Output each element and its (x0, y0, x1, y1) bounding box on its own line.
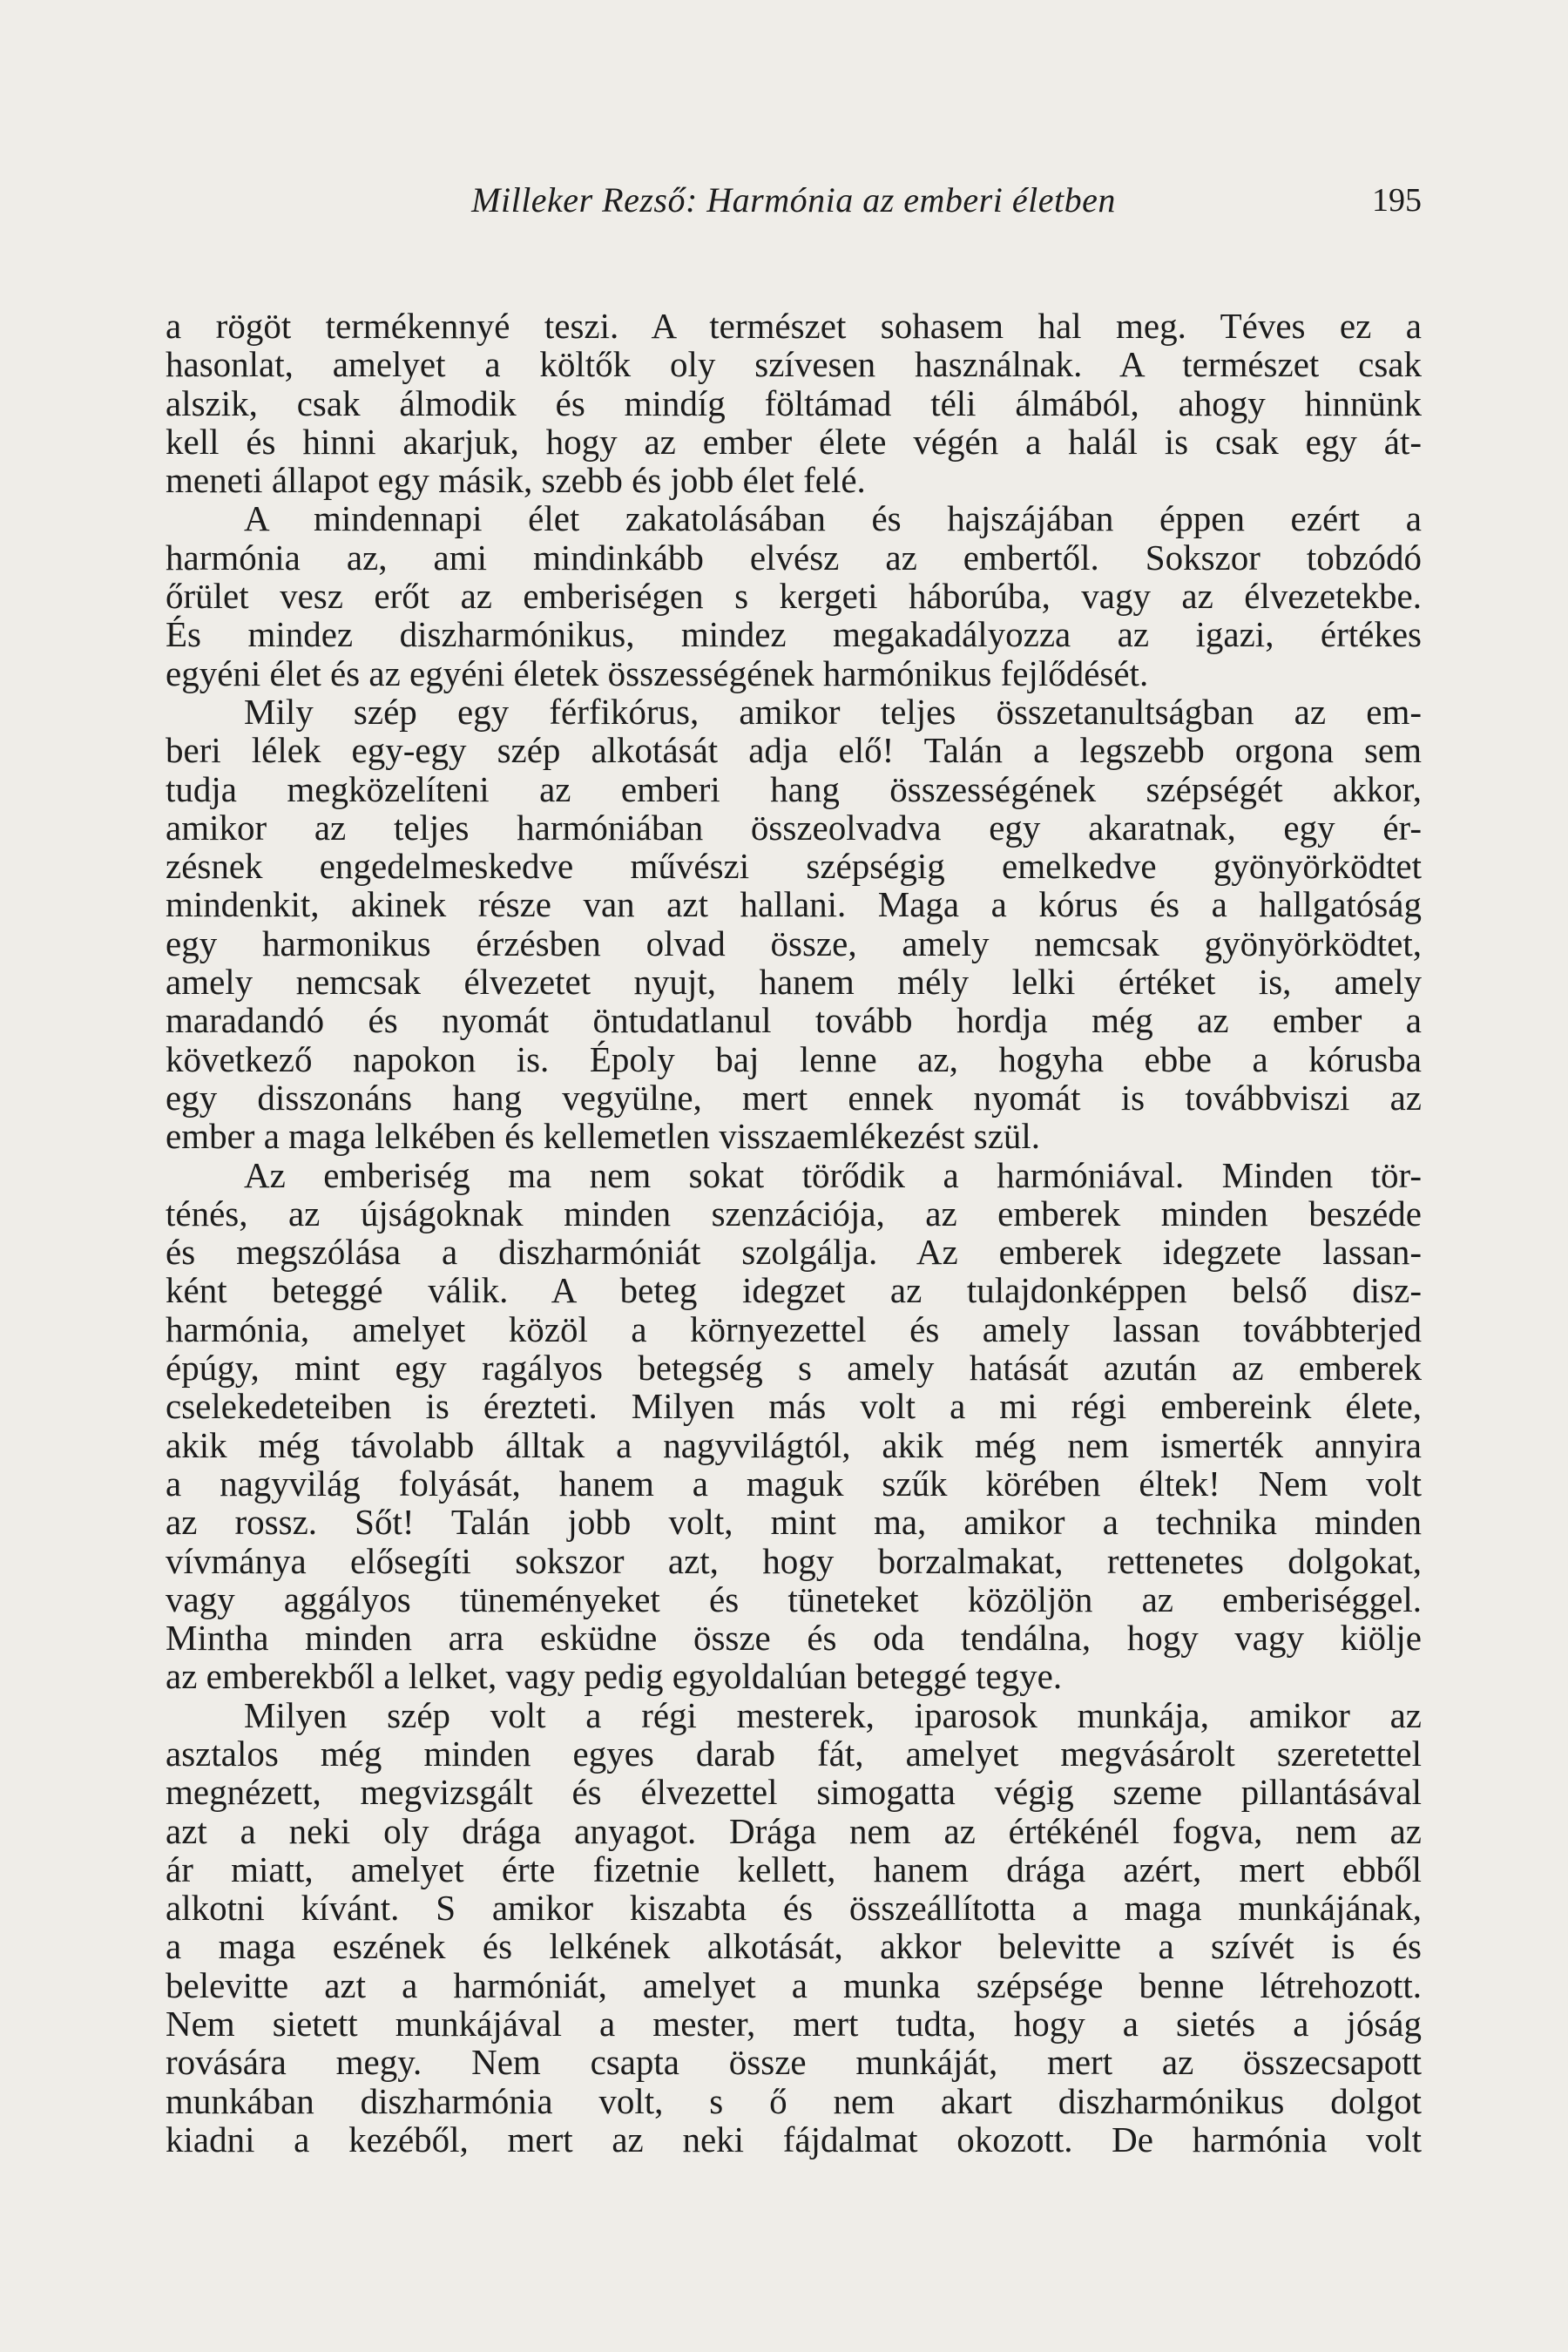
text-line: ember a maga lelkében és kellemetlen visszaemlékezést szül. (166, 1116, 1041, 1157)
text-line: rovására megy. Nem csapta össze munkáját, mert az összecsapott (166, 2042, 1422, 2083)
text-line: mindenkit, akinek része van azt hallani. Maga a kórus és a hallgatóság (166, 884, 1422, 925)
text-line: az emberekből a lelket, vagy pedig egyoldalúan beteggé tegye. (166, 1656, 1063, 1697)
text-line: épúgy, mint egy ragályos betegség s amely hatását azután az emberek (166, 1348, 1422, 1389)
text-line: alszik, csak álmodik és mindíg föltámad téli álmából, ahogy hinnünk (166, 382, 1422, 423)
text-line: megnézett, megvizsgált és élvezettel simogatta végig szeme pillantásával (166, 1772, 1422, 1813)
text-line: ként beteggé válik. A beteg idegzet az tulajdonképpen belső disz- (166, 1270, 1422, 1311)
text-line: Milyen szép volt a régi mesterek, iparosok munkája, amikor az (244, 1694, 1422, 1735)
text-line: a maga eszének és lelkének alkotását, akkor belevitte a szívét is és (166, 1926, 1422, 1967)
text-line: a nagyvilág folyását, hanem a maguk szűk körében éltek! Nem volt (166, 1463, 1422, 1504)
text-line: Nem sietett munkájával a mester, mert tudta, hogy a sietés a jóság (166, 2004, 1422, 2044)
text-line: az rossz. Sőt! Talán jobb volt, mint ma, amikor a technika minden (166, 1502, 1422, 1543)
text-line: egy harmonikus érzésben olvad össze, amely nemcsak gyönyörködtet, (166, 923, 1422, 963)
text-line: Mintha minden arra esküdne össze és oda tendálna, hogy vagy kiölje (166, 1618, 1422, 1659)
text-line: cselekedeteiben is érezteti. Milyen más volt a mi régi embereink élete, (166, 1386, 1422, 1427)
text-line: beri lélek egy-egy szép alkotását adja elő! Talán a legszebb orgona sem (166, 730, 1422, 771)
text-line: asztalos még minden egyes darab fát, amelyet megvásárolt szeretettel (166, 1733, 1422, 1774)
text-line: ténés, az újságoknak minden szenzációja, az emberek minden beszéde (166, 1193, 1422, 1233)
text-line: ár miatt, amelyet érte fizetnie kellett, hanem drága azért, mert ebből (166, 1848, 1422, 1889)
text-line: egyéni élet és az egyéni életek összességének harmónikus fejlődését. (166, 652, 1149, 693)
text-line: amikor az teljes harmóniában összeolvadva egy akaratnak, egy ér- (166, 807, 1422, 848)
text-line: belevitte azt a harmóniát, amelyet a munka szépsége benne létrehozott. (166, 1964, 1422, 2005)
text-line: kell és hinni akarjuk, hogy az ember élete végén a halál is csak egy át- (166, 421, 1422, 462)
text-line: munkában diszharmónia volt, s ő nem akart diszharmónikus dolgot (166, 2080, 1422, 2121)
text-line: zésnek engedelmeskedve művészi szépségig emelkedve gyönyörködtet (166, 846, 1422, 887)
body-text (166, 307, 1422, 2159)
running-title: Milleker Rezső: Harmónia az emberi életben (471, 180, 1116, 220)
text-line: őrület vesz erőt az emberiségen s kergeti háborúba, vagy az élvezetekbe. (166, 576, 1422, 617)
text-line: maradandó és nyomát öntudatlanul tovább hordja még az ember a (166, 1000, 1422, 1041)
text-line: vívmánya elősegíti sokszor azt, hogy borzalmakat, rettenetes dolgokat, (166, 1540, 1422, 1581)
text-line: és megszólása a diszharmóniát szolgálja. Az emberek idegzete lassan- (166, 1232, 1422, 1273)
text-line: Mily szép egy férfikórus, amikor teljes összetanultságban az em- (244, 691, 1422, 732)
text-line: alkotni kívánt. S amikor kiszabta és összeállította a maga munkájának, (166, 1888, 1422, 1929)
text-line: vagy aggályos tüneményeket és tüneteket közöljön az emberiséggel. (166, 1578, 1422, 1619)
text-line: azt a neki oly drága anyagot. Drága nem az értékénél fogva, nem az (166, 1810, 1422, 1851)
text-line: tudja megközelíteni az emberi hang összességének szépségét akkor, (166, 768, 1422, 809)
text-line: amely nemcsak élvezetet nyujt, hanem mély lelki értéket is, amely (166, 962, 1422, 1003)
text-line: meneti állapot egy másik, szebb és jobb élet felé. (166, 460, 866, 501)
running-head (166, 179, 1422, 231)
text-line: A mindennapi élet zakatolásában és hajszájában éppen ezért a (244, 498, 1422, 539)
text-line: a rögöt termékennyé teszi. A természet sohasem hal meg. Téves ez a (166, 306, 1422, 346)
text-line: következő napokon is. Époly baj lenne az, hogyha ebbe a kórusba (166, 1038, 1422, 1079)
text-line: akik még távolabb álltak a nagyvilágtól, akik még nem ismerték annyira (166, 1424, 1422, 1465)
text-line: egy disszonáns hang vegyülne, mert ennek nyomát is továbbviszi az (166, 1077, 1422, 1118)
page-number: 195 (1372, 182, 1422, 219)
text-line: Az emberiség ma nem sokat törődik a harmóniával. Minden tör- (244, 1154, 1422, 1195)
text-line: harmónia az, ami mindinkább elvész az embertől. Sokszor tobzódó (166, 537, 1422, 578)
text-line: kiadni a kezéből, mert az neki fájdalmat okozott. De harmónia volt (166, 2119, 1422, 2159)
text-line: harmónia, amelyet közöl a környezettel és amely lassan továbbterjed (166, 1308, 1422, 1349)
text-line: hasonlat, amelyet a költők oly szívesen használnak. A természet csak (166, 344, 1422, 385)
text-line: És mindez diszharmónikus, mindez megakadályozza az igazi, értékes (166, 614, 1422, 655)
